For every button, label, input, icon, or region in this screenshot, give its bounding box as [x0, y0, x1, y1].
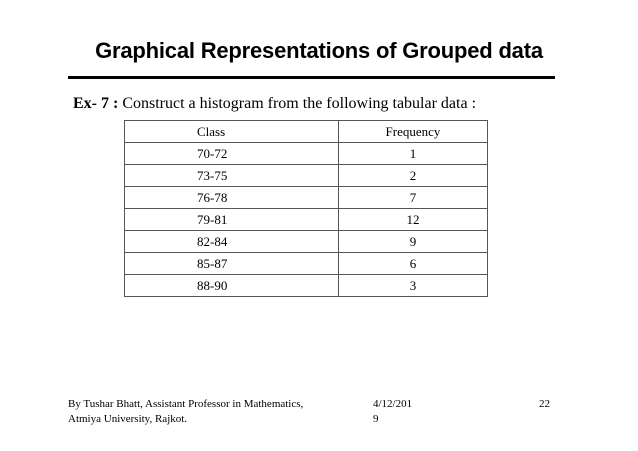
frequency-cell: 1: [338, 143, 487, 165]
footer-date-line-2: 9: [373, 413, 379, 425]
frequency-cell: 6: [338, 253, 487, 275]
frequency-cell: 9: [338, 231, 487, 253]
class-cell: 73-75: [125, 165, 339, 187]
class-cell: 70-72: [125, 143, 339, 165]
slide-title: Graphical Representations of Grouped data: [95, 38, 543, 63]
page-number: 22: [539, 398, 550, 410]
class-cell: 88-90: [125, 275, 339, 297]
title-underline: [68, 76, 555, 79]
class-cell: 82-84: [125, 231, 339, 253]
frequency-cell: 12: [338, 209, 487, 231]
table-row: [125, 253, 488, 275]
example-text: Construct a histogram from the following tabular data :: [118, 95, 477, 112]
frequency-cell: 2: [338, 165, 487, 187]
example-statement: [73, 95, 476, 113]
header-class: Class: [125, 121, 339, 143]
table-row: [125, 275, 488, 297]
footer-date: [373, 397, 423, 427]
footer-author-line-2: Atmiya University, Rajkot.: [68, 413, 188, 425]
table-row: [125, 187, 488, 209]
class-cell: 85-87: [125, 253, 339, 275]
table-row: [125, 143, 488, 165]
table-row: [125, 165, 488, 187]
footer-author-line-1: By Tushar Bhatt, Assistant Professor in Mathematics,: [68, 398, 304, 410]
header-frequency: Frequency: [338, 121, 487, 143]
footer-author: [68, 397, 318, 427]
table-row: [125, 231, 488, 253]
table-header-row: [125, 121, 488, 143]
class-cell: 79-81: [125, 209, 339, 231]
table-row: [125, 209, 488, 231]
footer-date-line-1: 4/12/201: [373, 398, 413, 410]
example-label: Ex- 7 :: [73, 95, 119, 112]
frequency-table: [124, 120, 488, 297]
frequency-cell: 7: [338, 187, 487, 209]
class-cell: 76-78: [125, 187, 339, 209]
frequency-cell: 3: [338, 275, 487, 297]
